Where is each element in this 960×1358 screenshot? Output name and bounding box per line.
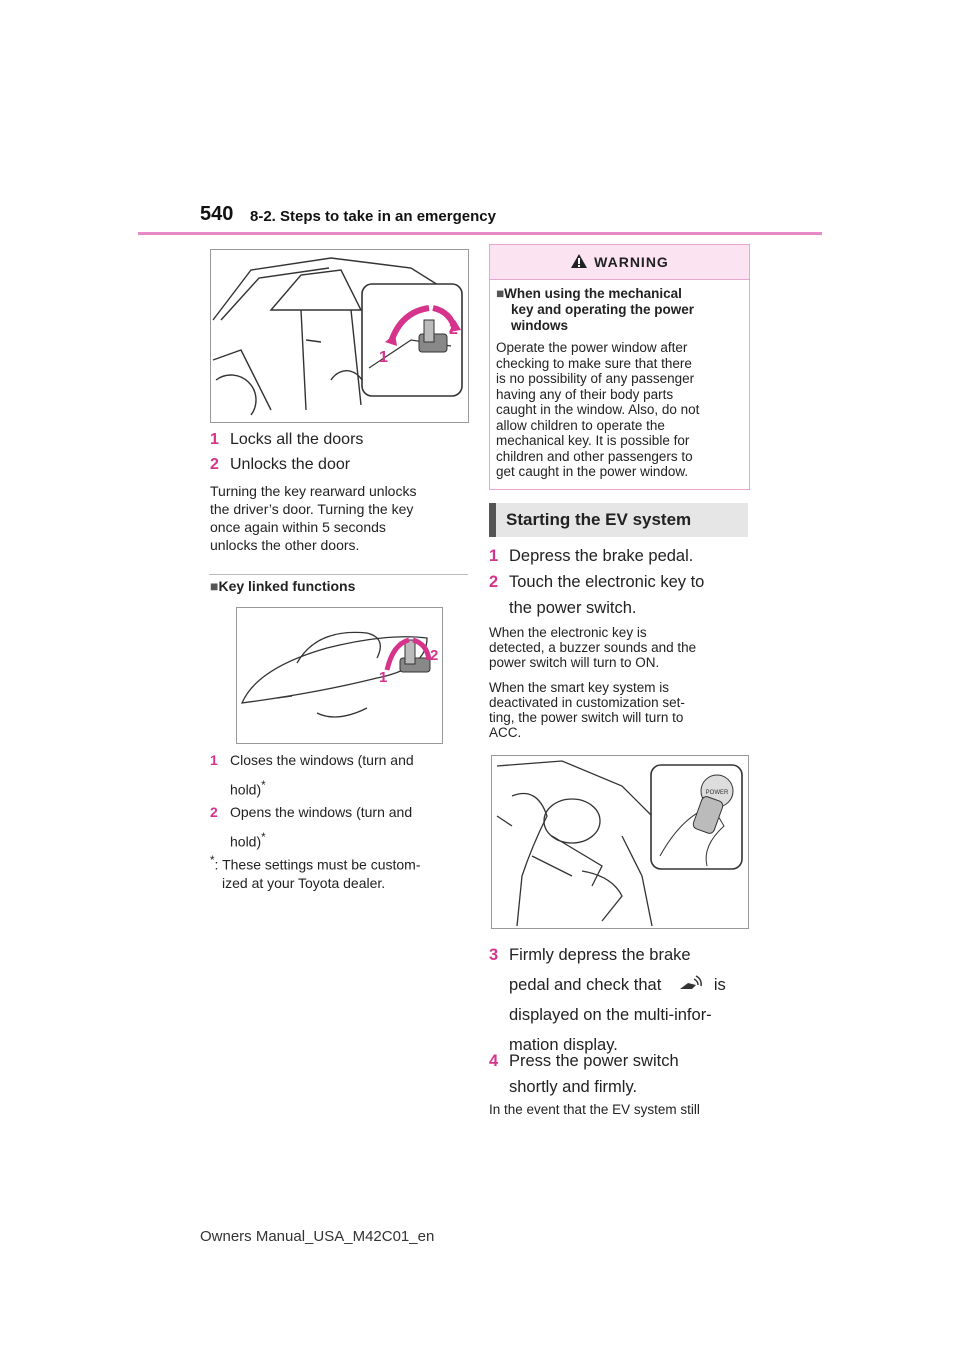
footer-doc-id: Owners Manual_USA_M42C01_en — [200, 1228, 435, 1245]
divider — [209, 574, 468, 575]
step-depress-brake — [489, 543, 693, 569]
step-number: 1 — [489, 547, 499, 565]
footnote-ref: * — [261, 779, 266, 792]
ready-indicator-icon — [676, 973, 704, 993]
step-press-switch — [489, 1048, 679, 1100]
warning-heading-line: windows — [511, 318, 568, 333]
step-text: the power switch. — [509, 599, 637, 617]
step-text: pedal and check that — [509, 976, 662, 994]
step-text: Unlocks the door — [230, 456, 351, 473]
step-text: shortly and firmly. — [509, 1078, 638, 1096]
note-key-detected — [489, 625, 749, 670]
square-bullet-icon: ■ — [496, 286, 505, 301]
warning-line: is no possibility of any passenger — [496, 371, 695, 386]
step-text: Touch the electronic key to — [509, 573, 705, 591]
step-number: 1 — [210, 431, 219, 448]
footnote-text: : These settings must be custom- — [214, 856, 421, 873]
figure-power-switch — [491, 755, 749, 929]
note-key-rearward — [210, 482, 470, 554]
step-number: 2 — [489, 573, 499, 591]
warning-line: children and other passengers to — [496, 448, 693, 464]
warning-line: checking to make sure that there — [496, 355, 692, 371]
page-number: 540 — [200, 203, 234, 225]
footnote — [210, 852, 470, 892]
note-line: deactivated in customization set- — [489, 695, 685, 710]
note-line: unlocks the other doors. — [210, 537, 360, 553]
step-lock — [210, 427, 363, 453]
warning-heading-line: When using the mechanical — [504, 286, 682, 301]
note-line: ting, the power switch will turn to — [489, 710, 684, 725]
interior-illustration — [492, 756, 748, 928]
step-text: Firmly depress the brake — [509, 946, 691, 964]
section-title: 8-2. Steps to take in an emergency — [250, 208, 496, 225]
warning-line: get caught in the power window. — [496, 464, 689, 479]
callout-1: 1 — [379, 349, 388, 366]
subhead-key-linked — [210, 578, 355, 594]
step-number: 2 — [210, 456, 219, 473]
function-text: Closes the windows (turn and — [230, 752, 414, 768]
step-text: is — [713, 976, 726, 994]
power-label: POWER — [705, 790, 729, 796]
warning-line: having any of their body parts — [496, 386, 674, 402]
function-number: 2 — [210, 804, 218, 820]
warning-line: Operate the power window after — [496, 340, 688, 355]
subhead-text: Key linked functions — [218, 578, 356, 594]
note-line: When the smart key system is — [489, 680, 670, 695]
figure-door-handle — [236, 607, 443, 744]
step-text: displayed on the multi-infor- — [509, 1006, 712, 1024]
function-open — [210, 800, 412, 855]
square-bullet-icon: ■ — [210, 578, 219, 594]
section-heading: Starting the EV system — [489, 503, 748, 537]
function-text: hold) — [230, 781, 262, 798]
warning-body — [490, 334, 749, 480]
footnote-ref: * — [261, 831, 266, 844]
note-line: the driver’s door. Turning the key — [210, 501, 414, 517]
warning-heading-line: key and operating the power — [511, 302, 695, 317]
step-touch-key — [489, 569, 704, 621]
step-number: 3 — [489, 946, 499, 964]
step-check-indicator — [489, 940, 726, 1060]
warning-box — [489, 244, 750, 490]
step-number: 4 — [489, 1052, 499, 1070]
warning-title: WARNING — [594, 254, 669, 270]
note-line: power switch will turn to ON. — [489, 655, 660, 670]
note-line: Turning the key rearward unlocks — [210, 483, 417, 499]
step-text: Locks all the doors — [230, 431, 364, 448]
figure-door-key — [210, 249, 469, 423]
warning-header — [490, 245, 749, 280]
note-line: detected, a buzzer sounds and the — [489, 640, 697, 655]
note-line: When the electronic key is — [489, 625, 647, 640]
note-line: once again within 5 seconds — [210, 519, 386, 535]
function-text: hold) — [230, 833, 262, 850]
step-text: mation display. — [509, 1036, 618, 1054]
step-text: Press the power switch — [509, 1052, 679, 1070]
warning-triangle-icon — [570, 253, 588, 269]
callout-1: 1 — [379, 669, 388, 686]
trailing-text: In the event that the EV system still — [489, 1102, 700, 1117]
header-rule — [138, 232, 822, 235]
warning-heading — [490, 280, 749, 334]
footnote-text: ized at your Toyota dealer. — [222, 874, 386, 891]
warning-line: caught in the window. Also, do not — [496, 402, 700, 417]
function-text: Opens the windows (turn and — [230, 804, 413, 820]
note-line: ACC. — [489, 725, 522, 740]
function-close — [210, 748, 414, 803]
function-number: 1 — [210, 752, 218, 768]
footnote-mark: * — [210, 854, 215, 867]
warning-line: allow children to operate the — [496, 417, 665, 433]
callout-2: 2 — [430, 647, 439, 664]
warning-line: mechanical key. It is possible for — [496, 433, 690, 448]
note-smart-key — [489, 680, 749, 740]
step-text: Depress the brake pedal. — [509, 547, 694, 565]
callout-2: 2 — [449, 321, 458, 338]
step-unlock — [210, 452, 350, 478]
door-handle-illustration — [237, 608, 442, 743]
car-door-illustration — [211, 250, 468, 422]
